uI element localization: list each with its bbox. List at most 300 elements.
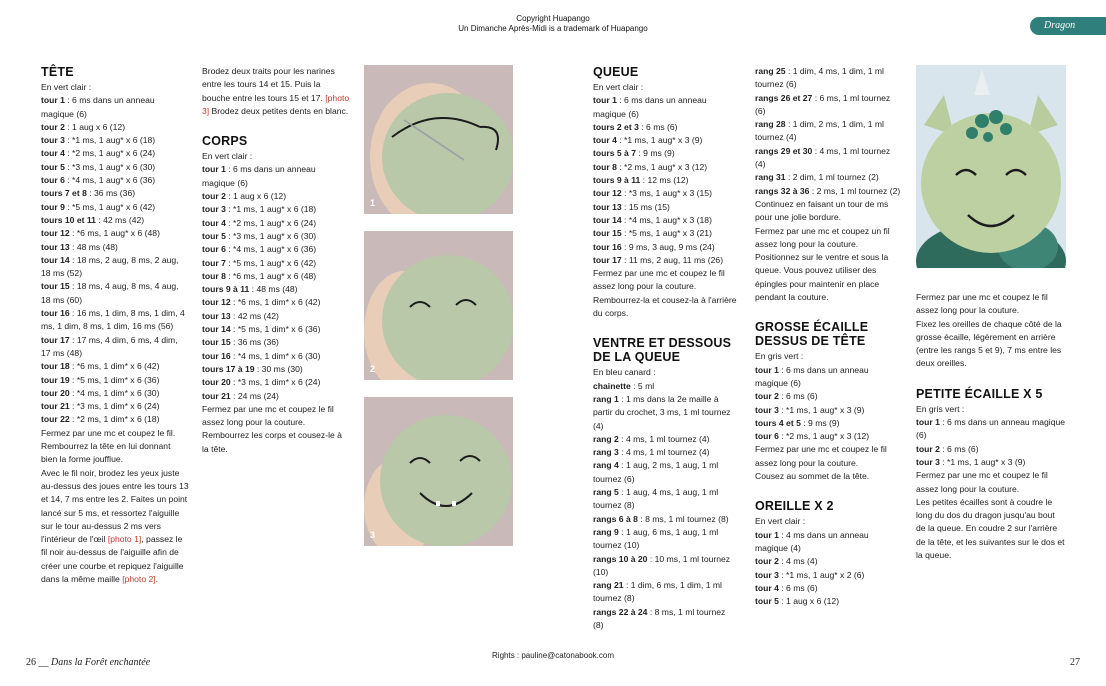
- row-text: : 8 ms, 1 ml tournez (8): [637, 513, 729, 524]
- row-text: : 12 ms (12): [640, 175, 689, 186]
- row-label: tour 6: [202, 244, 226, 255]
- row-label: tour 12: [202, 297, 231, 308]
- row-label: tour 22: [41, 414, 70, 425]
- row-label: rang 2: [593, 433, 619, 444]
- row-label: tour 5: [41, 161, 65, 172]
- row-label: tour 2: [202, 191, 226, 202]
- row-text: : 18 ms, 4 aug, 8 ms, 4 aug, 18 ms (60): [41, 281, 179, 305]
- row-label: rang 9: [593, 526, 619, 537]
- row-text: : 6 ms dans un anneau magique (6): [41, 95, 155, 119]
- row-label: rangs 26 et 27: [755, 92, 813, 103]
- row-label: rangs 32 à 36: [755, 185, 810, 196]
- row-text: : 6 ms dans un anneau magique (6): [593, 95, 707, 119]
- instruction-row: [593, 579, 737, 606]
- intro-corps: En vert clair :: [202, 151, 253, 162]
- row-label: tour 14: [202, 324, 231, 335]
- section-tag: Dragon: [1030, 17, 1106, 35]
- instruction-row: [755, 65, 901, 92]
- row-label: tour 1: [41, 95, 65, 106]
- photo-2: [364, 231, 513, 380]
- row-label: tour 19: [41, 374, 70, 385]
- text-ventre-2: Fermez par une mc et coupez un fil assez long pour la couture. Positionnez sur le ventre et sous la queue. Vous pouvez utiliser des épingles pour maintenir en place pendant la couture.: [755, 225, 890, 303]
- row-label: rang 5: [593, 487, 619, 498]
- row-text: : 1 ms dans la 2e maille à partir du crochet, 3 ms, 1 ml tournez (4): [593, 393, 731, 431]
- row-text: : *3 ms, 1 dim* x 6 (24): [230, 377, 321, 388]
- row-text: : 6 ms, 1 ml tournez (6): [755, 92, 891, 116]
- row-text: : *2 ms, 1 aug* x 6 (24): [225, 217, 317, 228]
- row-label: chainette: [593, 380, 631, 391]
- row-text: : 4 ms, 1 ml tournez (4): [618, 447, 710, 458]
- text-corps-1: Fermez par une mc et coupez le fil assez long pour la couture. Rembourrez les corps et cousez-le à la tête.: [202, 403, 342, 454]
- instruction-row: [755, 430, 901, 443]
- row-text: : *5 ms, 1 aug* x 3 (21): [621, 228, 712, 239]
- row-label: rangs 29 et 30: [755, 145, 813, 156]
- instruction-row: [202, 230, 350, 243]
- row-text: : *6 ms, 1 aug* x 6 (48): [69, 228, 160, 239]
- row-label: tours 2 et 3: [593, 121, 639, 132]
- text-tete-2c: .: [155, 573, 159, 584]
- section-title-ventre: VENTRE ET DESSOUS DE LA QUEUE: [593, 336, 732, 365]
- instruction-row: [755, 118, 901, 145]
- photo-ref-3: [photo 3]: [202, 92, 350, 116]
- instruction-row: [41, 187, 189, 200]
- column-tete: [41, 65, 189, 586]
- row-label: tour 21: [202, 390, 231, 401]
- row-label: tour 1: [202, 164, 226, 175]
- row-text: : *1 ms, 1 aug* x 3 (9): [616, 135, 703, 146]
- photo-3: [364, 397, 513, 546]
- instruction-row: [916, 416, 1066, 443]
- row-label: rang 25: [755, 66, 786, 76]
- row-label: tour 2: [755, 391, 779, 402]
- row-text: : 1 aug, 6 ms, 1 aug, 1 ml tournez (10): [593, 526, 719, 551]
- section-title-tete: TÊTE: [41, 65, 74, 79]
- instruction-row: [202, 310, 350, 323]
- row-label: tour 12: [41, 228, 70, 239]
- text-embroidery-a: Brodez deux traits pour les narines entre les tours 14 et 15. Puis la bouche entre les tours 15 et 17.: [202, 66, 335, 103]
- instruction-row: [593, 121, 737, 134]
- instruction-row: [41, 413, 189, 426]
- row-text: : 6 ms dans un anneau magique (6): [755, 364, 869, 388]
- row-label: tour 3: [916, 456, 940, 467]
- row-text: : 4 ms dans un anneau magique (4): [755, 529, 869, 553]
- photo-1-number: 1: [370, 198, 376, 208]
- row-label: rangs 22 à 24: [593, 606, 648, 617]
- instruction-row: [593, 201, 737, 214]
- row-label: tour 1: [593, 95, 617, 106]
- section-title-grosse-ecaille: GROSSE ÉCAILLE DESSUS DE TÊTE: [755, 320, 869, 349]
- text-embroidery-b: Brodez deux petites dents en blanc.: [209, 105, 349, 116]
- instruction-row: [755, 404, 901, 417]
- row-label: tours 9 à 11: [202, 284, 250, 295]
- row-text: : 6 ms dans un anneau magique (6): [202, 164, 316, 188]
- instruction-row: [202, 257, 350, 270]
- row-text: : *1 ms, 1 aug* x 2 (6): [778, 569, 865, 580]
- instruction-row: [593, 459, 737, 486]
- row-label: tour 20: [41, 387, 70, 398]
- row-text: : 16 ms, 1 dim, 8 ms, 1 dim, 4 ms, 1 dim, 8 ms, 1 dim, 16 ms (56): [41, 308, 185, 332]
- instruction-row: [593, 227, 737, 240]
- instruction-row: [593, 606, 737, 633]
- row-label: tour 14: [593, 214, 622, 225]
- row-label: tour 3: [755, 404, 779, 415]
- row-label: tour 5: [755, 596, 779, 607]
- instruction-row: [755, 92, 901, 119]
- row-label: tours 9 à 11: [593, 175, 641, 186]
- row-label: rang 21: [593, 580, 624, 591]
- text-ventre-1: Continuez en faisant un tour de ms pour une jolie bordure.: [755, 198, 889, 223]
- instruction-row: [41, 280, 189, 307]
- instruction-row: [755, 364, 901, 391]
- row-text: : *5 ms, 1 dim* x 6 (36): [69, 374, 160, 385]
- row-text: : 1 dim, 2 ms, 1 dim, 1 ml tournez (4): [755, 119, 884, 143]
- instruction-row: [593, 486, 737, 513]
- instruction-row: [41, 254, 189, 281]
- row-text: : *3 ms, 1 aug* x 6 (30): [64, 161, 156, 172]
- instruction-row: [202, 323, 350, 336]
- instruction-row: [41, 214, 189, 227]
- row-text: : *6 ms, 1 dim* x 6 (42): [69, 361, 160, 372]
- row-label: tour 16: [202, 350, 231, 361]
- row-label: rangs 10 à 20: [593, 553, 648, 564]
- instruction-row: [41, 161, 189, 174]
- section-title-petite-ecaille: PETITE ÉCAILLE X 5: [916, 386, 1043, 401]
- instruction-row: [202, 336, 350, 349]
- photo-3-number: 3: [370, 530, 376, 540]
- row-text: : 6 ms dans un anneau magique (6): [916, 417, 1066, 441]
- right-page-number: 27: [1070, 657, 1080, 668]
- instruction-row: [593, 94, 737, 121]
- instruction-row: [41, 94, 189, 121]
- row-label: rang 28: [755, 119, 786, 130]
- header: [0, 14, 1106, 34]
- row-text: : *2 ms, 1 dim* x 6 (18): [69, 414, 160, 425]
- row-label: rang 1: [593, 393, 619, 404]
- row-label: tour 20: [202, 377, 231, 388]
- row-label: tour 17: [593, 254, 622, 265]
- instruction-row: [593, 513, 737, 526]
- row-text: : 48 ms (48): [69, 241, 118, 252]
- instruction-row: [202, 163, 350, 190]
- row-label: tour 2: [41, 121, 65, 132]
- instruction-row: [202, 243, 350, 256]
- row-text: : 1 aug x 6 (12): [64, 121, 126, 132]
- instruction-row: [202, 376, 350, 389]
- copyright-line: Copyright Huapango: [516, 14, 590, 23]
- row-label: tour 2: [916, 443, 940, 454]
- row-label: tours 4 et 5: [755, 417, 801, 428]
- instruction-row: [41, 307, 189, 334]
- rows-ventre-cont: [755, 65, 901, 198]
- row-label: tour 13: [202, 310, 231, 321]
- photo-ref-1: [photo 1]: [107, 534, 142, 545]
- section-title-queue: QUEUE: [593, 65, 639, 79]
- column-queue: [593, 65, 737, 632]
- text-petite-2: Les petites écailles sont à coudre le long du dos du dragon jusqu'au bout de la queue. En coudre 2 sur l'arrière de la tête, et les suivantes sur le dos et la queue.: [916, 496, 1065, 561]
- row-label: tour 1: [755, 529, 779, 540]
- row-text: : 48 ms (48): [249, 284, 298, 295]
- instruction-row: [755, 390, 901, 403]
- instruction-row: [755, 595, 901, 608]
- instruction-row: [593, 254, 737, 267]
- instruction-row: [41, 174, 189, 187]
- row-text: : 1 aug, 2 ms, 1 aug, 1 ml tournez (6): [593, 460, 719, 484]
- row-label: rang 31: [755, 172, 786, 183]
- text-grosse-2: Cousez au sommet de la tête.: [755, 471, 870, 482]
- instruction-row: [41, 374, 189, 387]
- instruction-row: [41, 201, 189, 214]
- instruction-row: [202, 296, 350, 309]
- row-text: : 2 dim, 1 ml tournez (2): [785, 172, 879, 183]
- row-label: rang 3: [593, 447, 619, 458]
- row-text: : *1 ms, 1 aug* x 6 (18): [225, 204, 317, 215]
- instruction-row: [916, 456, 1066, 469]
- rows-tete: [41, 94, 189, 426]
- row-label: tour 18: [41, 361, 70, 372]
- instruction-row: [593, 187, 737, 200]
- row-text: : 11 ms, 2 aug, 11 ms (26): [621, 254, 724, 265]
- row-label: tour 4: [593, 135, 617, 146]
- instruction-row: [755, 582, 901, 595]
- row-label: tour 8: [202, 270, 226, 281]
- row-text: : *3 ms, 1 aug* x 6 (30): [225, 230, 317, 241]
- row-text: : 8 ms, 1 ml tournez (8): [593, 606, 726, 630]
- row-label: tour 9: [41, 201, 65, 212]
- row-text: : 6 ms (6): [638, 121, 678, 132]
- row-text: : *4 ms, 1 dim* x 6 (30): [69, 387, 160, 398]
- instruction-row: [593, 393, 737, 433]
- photo-2-image: [364, 231, 513, 380]
- row-text: : *2 ms, 1 aug* x 3 (12): [616, 161, 708, 172]
- text-tete-2a: Avec le fil noir, brodez les yeux juste au-dessus des joues entre les tours 13 et 14, 7 ms entre les 2. Faites un point lancé sur 5 ms, et ressortez l'aiguille sur le tour au-dessus 2 ms vers l'intérieur de l'œil: [41, 467, 189, 545]
- row-text: : 1 aug x 6 (12): [778, 596, 840, 607]
- left-page-title: Dans la Forêt enchantée: [51, 657, 151, 668]
- instruction-row: [202, 190, 350, 203]
- photo-1: [364, 65, 513, 214]
- row-label: tour 1: [916, 417, 940, 428]
- instruction-row: [593, 147, 737, 160]
- row-text: : *2 ms, 1 aug* x 6 (24): [64, 148, 156, 159]
- rights-line: Rights : pauline@catonabook.com: [492, 651, 614, 660]
- row-text: : 9 ms, 3 aug, 9 ms (24): [621, 241, 715, 252]
- row-label: tour 4: [755, 582, 779, 593]
- row-text: : *5 ms, 1 aug* x 6 (42): [225, 257, 317, 268]
- row-label: tour 3: [755, 569, 779, 580]
- instruction-row: [41, 387, 189, 400]
- row-text: : 15 ms (15): [621, 201, 670, 212]
- row-text: : *1 ms, 1 aug* x 3 (9): [778, 404, 865, 415]
- instruction-row: [593, 214, 737, 227]
- dragon-image: [916, 65, 1066, 268]
- row-label: tour 6: [755, 431, 779, 442]
- instruction-row: [41, 334, 189, 361]
- instruction-row: [755, 569, 901, 582]
- text-grosse-1: Fermez par une mc et coupez le fil assez long pour la couture.: [755, 444, 887, 468]
- photo-2-number: 2: [370, 364, 376, 374]
- instruction-row: [755, 185, 901, 198]
- instruction-row: [593, 433, 737, 446]
- row-text: : *5 ms, 1 aug* x 6 (42): [64, 201, 156, 212]
- text-tete-2b: , passez le fil noir au-dessus de l'aiguille afin de créer une courbe et repiquez l'aiguille dans la même maille: [41, 534, 184, 584]
- intro-ventre: En bleu canard :: [593, 367, 656, 378]
- text-embroidery: [202, 65, 350, 118]
- instruction-row: [593, 161, 737, 174]
- row-text: : 6 ms (6): [939, 443, 979, 454]
- row-label: tour 14: [41, 254, 70, 265]
- row-label: tour 12: [593, 188, 622, 199]
- instruction-row: [755, 529, 901, 556]
- text-petite-1: Fermez par une mc et coupez le fil assez long pour la couture.: [916, 470, 1048, 494]
- photo-3-image: [364, 397, 513, 546]
- row-text: : 1 dim, 4 ms, 1 dim, 1 ml tournez (6): [755, 66, 884, 90]
- row-text: : 9 ms (9): [800, 417, 840, 428]
- instruction-row: [41, 227, 189, 240]
- instruction-row: [202, 350, 350, 363]
- row-label: tour 16: [41, 308, 70, 319]
- row-text: : 4 ms (4): [778, 556, 818, 567]
- row-text: : 4 ms, 1 ml tournez (4): [755, 145, 891, 170]
- row-label: tours 5 à 7: [593, 148, 636, 159]
- intro-oreille: En vert clair :: [755, 516, 806, 527]
- rows-queue: [593, 94, 737, 267]
- row-text: : 10 ms, 1 ml tournez (10): [593, 553, 731, 577]
- row-label: tour 15: [41, 281, 70, 292]
- instruction-row: [593, 380, 737, 393]
- instruction-row: [755, 417, 901, 430]
- row-text: : *2 ms, 1 aug* x 3 (12): [778, 431, 870, 442]
- column-ecaille: [755, 65, 901, 608]
- instruction-row: [593, 174, 737, 187]
- row-text: : *6 ms, 1 dim* x 6 (42): [230, 297, 321, 308]
- rows-oreille: [755, 529, 901, 609]
- instruction-row: [202, 283, 350, 296]
- row-text: : *3 ms, 1 aug* x 3 (15): [621, 188, 712, 199]
- instruction-row: [593, 553, 737, 580]
- row-text: : 36 ms (36): [230, 337, 279, 348]
- trademark-line: Un Dimanche Après-Midi is a trademark of Huapango: [458, 24, 648, 33]
- row-text: : *4 ms, 1 aug* x 6 (36): [225, 244, 317, 255]
- row-label: tour 15: [202, 337, 231, 348]
- row-label: tour 15: [593, 228, 622, 239]
- row-label: tours 7 et 8: [41, 188, 87, 199]
- row-text: : *5 ms, 1 dim* x 6 (36): [230, 324, 321, 335]
- row-label: tour 3: [202, 204, 226, 215]
- row-label: tour 7: [202, 257, 226, 268]
- instruction-row: [41, 241, 189, 254]
- instruction-row: [41, 400, 189, 413]
- instruction-row: [593, 134, 737, 147]
- row-text: : 5 ml: [630, 380, 655, 391]
- instruction-row: [41, 121, 189, 134]
- instruction-row: [202, 363, 350, 376]
- row-label: tour 4: [41, 148, 65, 159]
- row-text: : 2 ms, 1 ml tournez (2): [809, 185, 901, 196]
- rows-ventre: [593, 380, 737, 633]
- row-text: : *4 ms, 1 aug* x 3 (18): [621, 214, 712, 225]
- instruction-row: [755, 145, 901, 172]
- instruction-row: [202, 270, 350, 283]
- row-label: tour 21: [41, 401, 70, 412]
- row-label: tour 4: [202, 217, 226, 228]
- left-page-footer: 26 __ Dans la Forêt enchantée: [26, 657, 151, 668]
- left-page-number: 26: [26, 657, 36, 668]
- row-text: : 24 ms (24): [230, 390, 279, 401]
- row-text: : 1 aug x 6 (12): [225, 191, 287, 202]
- row-text: : *6 ms, 1 aug* x 6 (48): [225, 270, 317, 281]
- rows-corps: [202, 163, 350, 402]
- row-label: rangs 6 à 8: [593, 513, 638, 524]
- row-label: tour 2: [755, 556, 779, 567]
- rows-petite-ecaille: [916, 416, 1066, 469]
- row-text: : *3 ms, 1 dim* x 6 (24): [69, 401, 160, 412]
- row-text: : *1 ms, 1 aug* x 3 (9): [939, 456, 1026, 467]
- intro-queue: En vert clair :: [593, 82, 644, 92]
- row-label: tours 17 à 19: [202, 363, 255, 374]
- row-text: : 1 aug, 4 ms, 1 aug, 1 ml tournez (8): [593, 487, 719, 511]
- row-text: : 42 ms (42): [95, 214, 145, 225]
- row-label: rang 4: [593, 460, 619, 471]
- row-text: : *4 ms, 1 dim* x 6 (30): [230, 350, 321, 361]
- intro-grosse-ecaille: En gris vert :: [755, 351, 804, 362]
- instruction-row: [41, 134, 189, 147]
- instruction-row: [202, 390, 350, 403]
- row-label: tour 17: [41, 334, 70, 345]
- instruction-row: [202, 217, 350, 230]
- row-text: : 30 ms (30): [254, 363, 303, 374]
- row-label: tours 10 et 11: [41, 214, 96, 225]
- instruction-row: [41, 147, 189, 160]
- row-label: tour 8: [593, 161, 617, 172]
- text-queue-1: Fermez par une mc et coupez le fil assez long pour la couture. Rembourrez-la et cousez-la à l'arrière du corps.: [593, 268, 737, 319]
- row-label: tour 13: [41, 241, 70, 252]
- row-text: : *4 ms, 1 aug* x 6 (36): [64, 175, 156, 186]
- row-label: tour 16: [593, 241, 622, 252]
- dragon-photo: [916, 65, 1066, 268]
- text-tete-1: Fermez par une mc et coupez le fil. Rembourrez la tête en lui donnant bien la forme joufflue.: [41, 427, 176, 465]
- instruction-row: [41, 360, 189, 373]
- instruction-row: [593, 526, 737, 553]
- instruction-row: [202, 203, 350, 216]
- row-label: tour 1: [755, 364, 779, 375]
- column-corps: [202, 65, 350, 456]
- text-oreille-2: Fixez les oreilles de chaque côté de la grosse écaille, légèrement en arrière (entre les rangs 5 et 9), 7 ms entre les deux oreilles.: [916, 318, 1062, 369]
- column-petite-ecaille: [916, 291, 1066, 562]
- instruction-row: [916, 443, 1066, 456]
- section-title-oreille: OREILLE X 2: [755, 499, 834, 514]
- row-text: : 4 ms, 1 ml tournez (4): [618, 433, 710, 444]
- row-text: : 36 ms (36): [86, 188, 136, 199]
- instruction-row: [593, 446, 737, 459]
- instruction-row: [755, 171, 901, 184]
- rows-grosse-ecaille: [755, 364, 901, 444]
- text-oreille-1: Fermez par une mc et coupez le fil assez long pour la couture.: [916, 292, 1048, 316]
- row-text: : 18 ms, 2 aug, 8 ms, 2 aug, 18 ms (52): [41, 254, 179, 279]
- intro-petite-ecaille: En gris vert :: [916, 403, 965, 414]
- row-label: tour 6: [41, 175, 65, 186]
- row-text: : 1 dim, 6 ms, 1 dim, 1 ml tournez (8): [593, 580, 722, 604]
- row-label: tour 5: [202, 230, 226, 241]
- row-label: tour 3: [41, 135, 65, 146]
- row-text: : 6 ms (6): [778, 582, 818, 593]
- photo-1-image: [364, 65, 513, 214]
- intro-tete: En vert clair :: [41, 82, 92, 92]
- row-text: : 42 ms (42): [230, 310, 279, 321]
- row-label: tour 13: [593, 201, 622, 212]
- instruction-row: [755, 555, 901, 568]
- instruction-row: [593, 241, 737, 254]
- photo-ref-2: [photo 2]: [122, 573, 156, 584]
- text-tete-2: [41, 467, 189, 587]
